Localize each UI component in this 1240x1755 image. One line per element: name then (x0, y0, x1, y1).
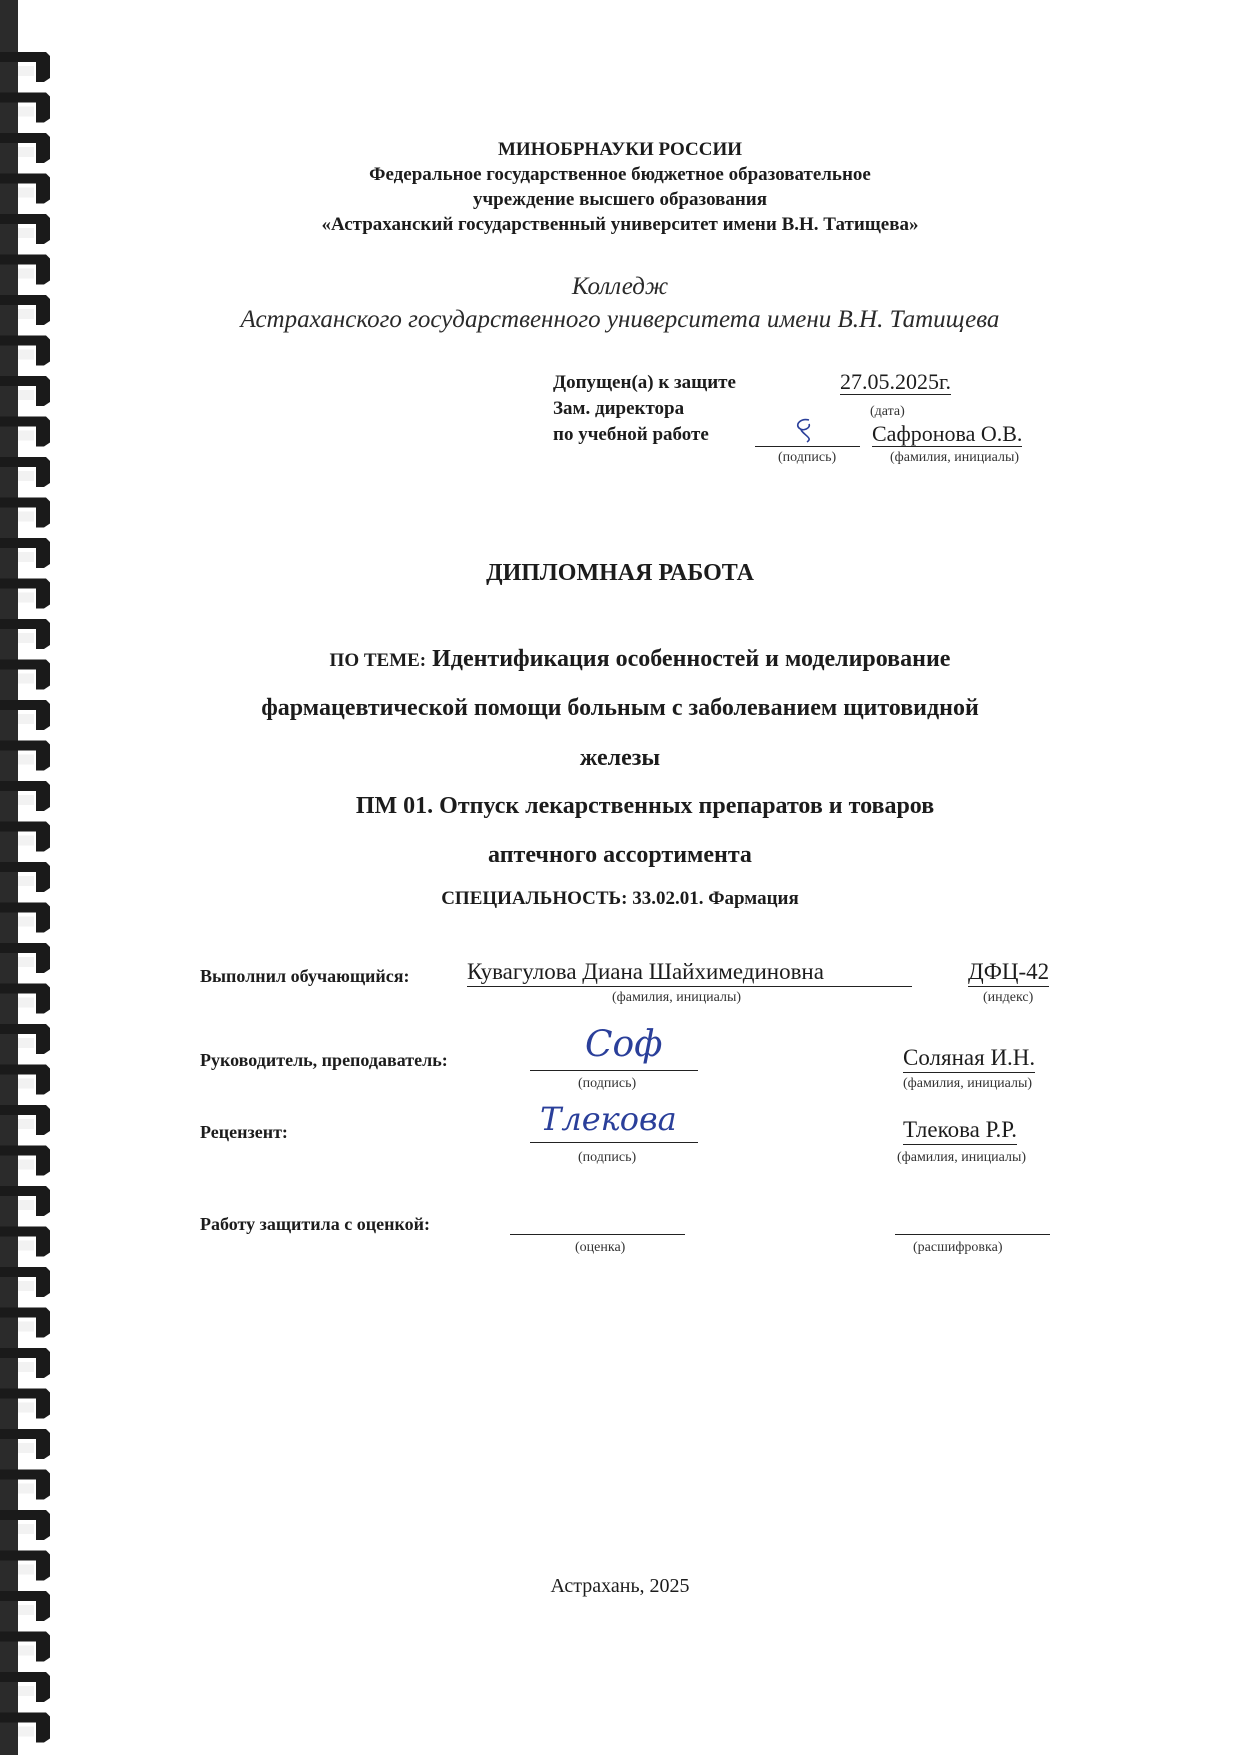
binding-gap (18, 1241, 34, 1251)
reviewer-name: Тлекова Р.Р. (903, 1116, 1017, 1145)
defense-label: Работу защитила с оценкой: (200, 1214, 430, 1234)
specialty: СПЕЦИАЛЬНОСТЬ: 33.02.01. Фармация (441, 888, 799, 909)
grade-line (510, 1212, 685, 1235)
topic-line-2: фармацевтической помощи больным с заболеванием щитовидной (261, 695, 979, 721)
binding-gap (18, 1079, 34, 1089)
binding-gap (18, 431, 34, 441)
supervisor-signature-line (530, 1024, 698, 1071)
supervisor-signature: Соф (585, 1024, 663, 1065)
supervisor-signature-caption: (подпись) (578, 1076, 637, 1091)
binding-gap (18, 1322, 34, 1332)
institution-line-1: Федеральное государственное бюджетное образовательное (369, 164, 871, 185)
binding-comb (0, 0, 70, 1755)
college-line-1: Колледж (571, 273, 669, 300)
document-title: ДИПЛОМНАЯ РАБОТА (486, 560, 754, 586)
binding-gap (18, 1119, 34, 1129)
role-line-1: Зам. директора (553, 398, 685, 419)
student-name: Кувагулова Диана Шайхимединовна (467, 958, 912, 987)
binding-gap (18, 1686, 34, 1696)
signature-caption: (подпись) (778, 450, 837, 465)
binding-gap (18, 1605, 34, 1615)
topic-text-1: Идентификация особенностей и моделирование (432, 646, 951, 672)
date-caption: (дата) (870, 404, 905, 419)
supervisor-name: Соляная И.Н. (903, 1044, 1035, 1073)
binding-gap (18, 1362, 34, 1372)
binding-gap (18, 593, 34, 603)
student-group: ДФЦ-42 (968, 958, 1049, 987)
binding-gap (18, 876, 34, 886)
topic-line-3: железы (579, 745, 661, 771)
binding-gap (18, 1565, 34, 1575)
binding-gap (18, 471, 34, 481)
reviewer-label: Рецензент: (200, 1122, 288, 1142)
institution-line-2: учреждение высшего образования (472, 189, 768, 210)
binding-gap (18, 1443, 34, 1453)
grade-caption: (оценка) (575, 1240, 626, 1255)
role-line-2: по учебной работе (553, 424, 709, 445)
binding-gap (18, 1160, 34, 1170)
topic-prefix: ПО ТЕМЕ: (329, 650, 427, 671)
ministry-line: МИНОБРНАУКИ РОССИИ (497, 139, 743, 160)
binding-gap (18, 917, 34, 927)
binding-gap (18, 390, 34, 400)
reviewer-signature-caption: (подпись) (578, 1150, 637, 1165)
binding-gap (18, 957, 34, 967)
module-line-1: ПМ 01. Отпуск лекарственных препаратов и товаров (355, 793, 935, 819)
deputy-signature-line (755, 420, 860, 447)
binding-gap (18, 1281, 34, 1291)
binding-gap (18, 1403, 34, 1413)
college-line-2: Астраханского государственного университета имени В.Н. Татищева (240, 306, 1000, 333)
binding-gap (18, 512, 34, 522)
student-name-caption: (фамилия, инициалы) (612, 990, 742, 1005)
reviewer-name-caption: (фамилия, инициалы) (897, 1150, 1027, 1165)
binding-gap (18, 1038, 34, 1048)
binding-gap (18, 350, 34, 360)
binding-gap (18, 1200, 34, 1210)
student-label: Выполнил обучающийся: (200, 966, 410, 986)
topic-line-1 (0, 644, 1240, 676)
supervisor-label: Руководитель, преподаватель: (200, 1050, 448, 1070)
student-group-caption: (индекс) (983, 990, 1034, 1005)
binding-gap (18, 1727, 34, 1737)
binding-gap (18, 998, 34, 1008)
deputy-name: Сафронова О.В. (872, 421, 1023, 446)
binding-gap (18, 1484, 34, 1494)
admission-label: Допущен(а) к защите (553, 372, 736, 393)
deputy-name-caption: (фамилия, инициалы) (890, 450, 1020, 465)
reviewer-signature: Тлекова (540, 1100, 677, 1138)
grade-decode-line (895, 1212, 1050, 1235)
admission-date: 27.05.2025г. (840, 369, 952, 394)
grade-decode-caption: (расшифровка) (913, 1240, 1003, 1255)
binding-gap (18, 1524, 34, 1534)
reviewer-signature-line (530, 1100, 698, 1143)
binding-gap (18, 66, 34, 76)
binding-gap (18, 633, 34, 643)
city-year: Астрахань, 2025 (550, 1575, 690, 1597)
university-name: «Астраханский государственный университет имени В.Н. Татищева» (321, 214, 919, 235)
deputy-signature (787, 414, 827, 444)
binding-gap (18, 107, 34, 117)
module-line-2: аптечного ассортимента (488, 842, 752, 868)
supervisor-name-caption: (фамилия, инициалы) (903, 1076, 1033, 1091)
binding-gap (18, 1646, 34, 1656)
